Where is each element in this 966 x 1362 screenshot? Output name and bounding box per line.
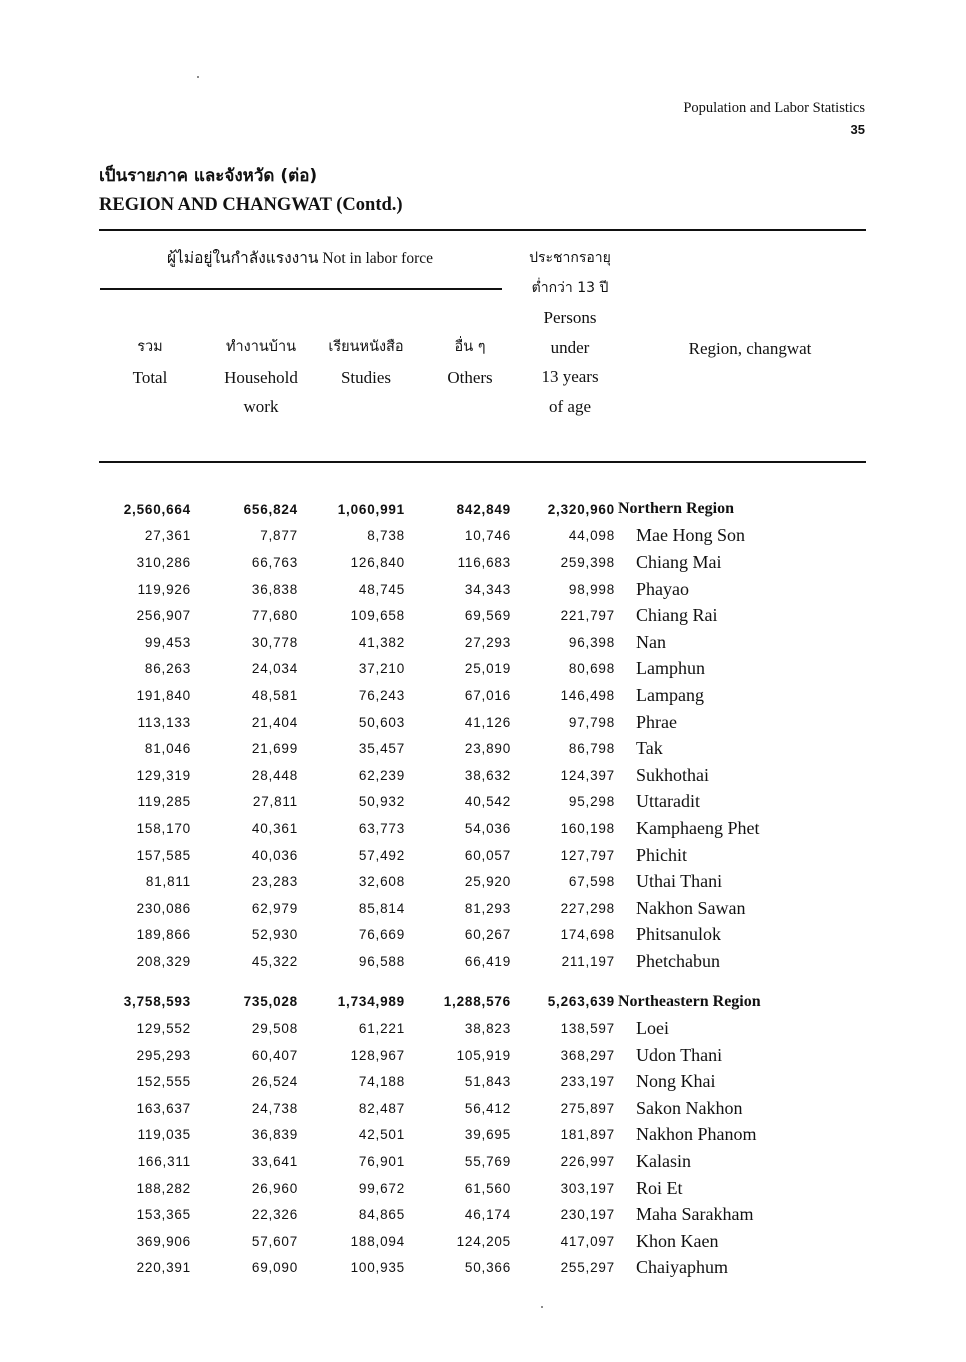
changwat-name: Kalasin xyxy=(636,1151,691,1172)
cell-household: 77,680 xyxy=(251,608,298,624)
cell-total: 119,926 xyxy=(137,581,191,597)
changwat-name: Chiang Mai xyxy=(636,551,722,572)
changwat-name: Mae Hong Son xyxy=(636,525,745,546)
cell-under13: 67,598 xyxy=(568,874,615,890)
cell-total: 81,811 xyxy=(145,874,191,890)
running-head-title: Population and Labor Statistics xyxy=(683,100,865,116)
cell-household: 48,581 xyxy=(251,687,298,703)
cell-others: 39,695 xyxy=(464,1127,511,1143)
cell-others: 69,569 xyxy=(464,608,511,624)
changwat-name: Khon Kaen xyxy=(636,1230,719,1251)
cell-under13: 86,798 xyxy=(568,741,615,757)
changwat-name: Sukhothai xyxy=(636,764,710,785)
changwat-name: Chiang Rai xyxy=(636,605,718,626)
table-row xyxy=(100,629,866,656)
cell-household: 57,607 xyxy=(251,1233,298,1249)
cell-studies: 1,734,989 xyxy=(337,994,405,1010)
table-title xyxy=(99,162,403,220)
cell-studies: 85,814 xyxy=(358,900,405,916)
header-under13-thai2: ต่ำกว่า 13 ปี xyxy=(531,279,609,296)
cell-under13: 5,263,639 xyxy=(547,994,615,1010)
cell-studies: 41,382 xyxy=(358,634,405,650)
cell-studies: 8,738 xyxy=(367,528,405,544)
changwat-name: Nakhon Sawan xyxy=(636,897,746,918)
cell-others: 46,174 xyxy=(464,1207,511,1223)
table-row xyxy=(100,1095,866,1122)
cell-studies: 42,501 xyxy=(358,1127,405,1143)
cell-household: 40,361 xyxy=(251,820,298,836)
cell-others: 67,016 xyxy=(464,687,511,703)
cell-under13: 417,097 xyxy=(560,1233,615,1249)
table-row xyxy=(100,1068,866,1095)
table-row xyxy=(100,523,866,550)
table-row xyxy=(100,735,866,762)
cell-total: 166,311 xyxy=(137,1154,191,1170)
cell-studies: 84,865 xyxy=(358,1207,405,1223)
table-row xyxy=(100,868,866,895)
cell-studies: 76,243 xyxy=(358,687,405,703)
changwat-name: Uthai Thani xyxy=(636,871,723,892)
changwat-name: Loei xyxy=(636,1018,669,1039)
cell-others: 34,343 xyxy=(464,581,511,597)
table-row xyxy=(100,762,866,789)
cell-total: 158,170 xyxy=(136,820,191,836)
cell-others: 60,057 xyxy=(464,847,511,863)
cell-under13: 96,398 xyxy=(568,634,615,650)
title-english: REGION AND CHANGWAT (Contd.) xyxy=(99,195,403,215)
cell-under13: 221,797 xyxy=(560,608,615,624)
cell-total: 86,263 xyxy=(144,661,191,677)
cell-under13: 127,797 xyxy=(560,847,615,863)
cell-household: 62,979 xyxy=(251,900,298,916)
cell-others: 81,293 xyxy=(464,900,511,916)
cell-others: 1,288,576 xyxy=(443,994,511,1010)
cell-others: 51,843 xyxy=(464,1074,511,1090)
cell-total: 3,758,593 xyxy=(123,994,191,1010)
cell-under13: 97,798 xyxy=(568,714,615,730)
region-name: Northeastern Region xyxy=(618,992,761,1010)
cell-total: 152,555 xyxy=(136,1074,191,1090)
region-total-row xyxy=(100,496,866,523)
cell-under13: 368,297 xyxy=(560,1047,615,1063)
cell-others: 842,849 xyxy=(456,501,511,517)
cell-household: 30,778 xyxy=(251,634,298,650)
cell-studies: 37,210 xyxy=(358,661,405,677)
cell-studies: 63,773 xyxy=(358,820,405,836)
cell-household: 27,811 xyxy=(252,794,298,810)
changwat-name: Sakon Nakhon xyxy=(636,1097,743,1118)
cell-studies: 35,457 xyxy=(358,741,405,757)
cell-others: 56,412 xyxy=(464,1100,511,1116)
table-row xyxy=(100,1255,866,1282)
cell-studies: 126,840 xyxy=(350,554,405,570)
cell-studies: 100,935 xyxy=(350,1260,405,1276)
cell-household: 21,699 xyxy=(251,741,298,757)
cell-studies: 32,608 xyxy=(358,874,405,890)
cell-total: 27,361 xyxy=(144,528,191,544)
cell-others: 54,036 xyxy=(464,820,511,836)
cell-total: 295,293 xyxy=(136,1047,191,1063)
region-total-row xyxy=(100,989,866,1016)
changwat-name: Lamphun xyxy=(636,658,705,679)
changwat-name: Nan xyxy=(636,631,666,652)
cell-studies: 188,094 xyxy=(350,1233,405,1249)
changwat-name: Phitsanulok xyxy=(636,924,722,945)
table-row xyxy=(100,709,866,736)
cell-household: 23,283 xyxy=(251,874,298,890)
table-row xyxy=(100,842,866,869)
page-number: 35 xyxy=(850,122,865,137)
header-studies xyxy=(316,333,416,392)
changwat-name: Lampang xyxy=(636,684,704,705)
cell-others: 27,293 xyxy=(464,634,511,650)
cell-household: 40,036 xyxy=(251,847,298,863)
cell-total: 310,286 xyxy=(136,554,191,570)
table-row xyxy=(100,656,866,683)
cell-household: 22,326 xyxy=(251,1207,298,1223)
cell-total: 113,133 xyxy=(137,714,191,730)
changwat-name: Nakhon Phanom xyxy=(636,1124,757,1145)
group-underline xyxy=(100,288,502,290)
cell-under13: 275,897 xyxy=(560,1100,615,1116)
table-row xyxy=(100,1175,866,1202)
cell-household: 69,090 xyxy=(251,1260,298,1276)
header-others-thai: อื่น ๆ xyxy=(454,339,486,355)
running-head xyxy=(683,98,865,140)
cell-studies: 109,658 xyxy=(350,608,405,624)
table-body xyxy=(100,496,866,1281)
changwat-name: Kamphaeng Phet xyxy=(636,817,760,838)
cell-under13: 95,298 xyxy=(568,794,615,810)
cell-total: 129,552 xyxy=(136,1021,191,1037)
table-row xyxy=(100,895,866,922)
cell-studies: 96,588 xyxy=(358,953,405,969)
title-thai: เป็นรายภาค และจังหวัด (ต่อ) xyxy=(99,166,318,186)
cell-total: 2,560,664 xyxy=(123,501,191,517)
cell-household: 66,763 xyxy=(251,554,298,570)
cell-studies: 57,492 xyxy=(358,847,405,863)
section-gap-cell xyxy=(100,975,866,989)
cell-studies: 50,932 xyxy=(358,794,405,810)
cell-under13: 174,698 xyxy=(560,927,615,943)
table-row xyxy=(100,1228,866,1255)
table-row xyxy=(100,1148,866,1175)
cell-under13: 124,397 xyxy=(560,767,615,783)
cell-under13: 181,897 xyxy=(560,1127,615,1143)
table-row xyxy=(100,815,866,842)
cell-total: 119,035 xyxy=(137,1127,191,1143)
cell-household: 28,448 xyxy=(251,767,298,783)
section-gap xyxy=(100,975,866,989)
cell-studies: 76,901 xyxy=(358,1154,405,1170)
cell-under13: 146,498 xyxy=(560,687,615,703)
header-total-thai: รวม xyxy=(137,339,163,355)
header-under13-en3: 13 years xyxy=(541,367,599,386)
header-household xyxy=(206,333,316,422)
cell-total: 188,282 xyxy=(136,1180,191,1196)
table-row xyxy=(100,1122,866,1149)
cell-household: 52,930 xyxy=(251,927,298,943)
header-others xyxy=(425,333,515,392)
cell-studies: 62,239 xyxy=(358,767,405,783)
cell-under13: 230,197 xyxy=(560,1207,615,1223)
cell-under13: 2,320,960 xyxy=(547,501,615,517)
cell-studies: 99,672 xyxy=(358,1180,405,1196)
header-under13-en4: of age xyxy=(548,396,591,416)
top-rule xyxy=(99,229,866,231)
cell-others: 40,542 xyxy=(464,794,511,810)
cell-others: 105,919 xyxy=(456,1047,511,1063)
cell-household: 33,641 xyxy=(251,1154,298,1170)
cell-total: 99,453 xyxy=(144,634,191,650)
table-row xyxy=(100,1201,866,1228)
cell-others: 61,560 xyxy=(464,1180,511,1196)
cell-household: 60,407 xyxy=(251,1047,298,1063)
group-header-not-in-labor-force xyxy=(100,244,500,274)
changwat-name: Maha Sarakham xyxy=(636,1204,754,1225)
cell-household: 26,524 xyxy=(251,1074,298,1090)
cell-under13: 233,197 xyxy=(560,1074,615,1090)
table-row xyxy=(100,789,866,816)
cell-total: 230,086 xyxy=(136,900,191,916)
cell-studies: 74,188 xyxy=(358,1074,405,1090)
cell-total: 157,585 xyxy=(136,847,191,863)
region-name: Northern Region xyxy=(618,500,734,518)
cell-household: 45,322 xyxy=(251,953,298,969)
cell-total: 163,637 xyxy=(136,1100,191,1116)
cell-under13: 160,198 xyxy=(560,820,615,836)
cell-household: 7,877 xyxy=(260,528,298,544)
statistics-table xyxy=(100,496,866,1281)
changwat-name: Tak xyxy=(636,738,663,759)
cell-others: 25,920 xyxy=(464,874,511,890)
header-household-thai: ทำงานบ้าน xyxy=(225,339,297,355)
cell-household: 21,404 xyxy=(251,714,298,730)
table-row xyxy=(100,549,866,576)
cell-studies: 48,745 xyxy=(358,581,405,597)
cell-household: 24,034 xyxy=(251,661,298,677)
table-row xyxy=(100,1015,866,1042)
cell-total: 189,866 xyxy=(136,927,191,943)
group-header-label: ผู้ไม่อยู่ในกำลังแรงงาน Not in labor force xyxy=(166,250,434,267)
cell-total: 256,907 xyxy=(136,608,191,624)
cell-total: 119,285 xyxy=(137,794,191,810)
cell-studies: 128,967 xyxy=(350,1047,405,1063)
changwat-name: Udon Thani xyxy=(636,1044,723,1065)
table-row xyxy=(100,922,866,949)
header-others-en: Others xyxy=(447,367,493,387)
header-total xyxy=(100,333,200,392)
cell-others: 10,746 xyxy=(464,528,511,544)
cell-studies: 50,603 xyxy=(358,714,405,730)
cell-under13: 80,698 xyxy=(568,661,615,677)
cell-household: 26,960 xyxy=(251,1180,298,1196)
cell-studies: 82,487 xyxy=(358,1100,405,1116)
header-household-en1: Household xyxy=(224,367,298,387)
header-studies-en: Studies xyxy=(340,367,392,387)
table-row xyxy=(100,948,866,975)
cell-total: 208,329 xyxy=(136,953,191,969)
cell-under13: 303,197 xyxy=(560,1180,615,1196)
cell-others: 124,205 xyxy=(456,1233,511,1249)
cell-under13: 259,398 xyxy=(560,554,615,570)
table-row xyxy=(100,682,866,709)
changwat-name: Roi Et xyxy=(636,1177,683,1198)
cell-household: 656,824 xyxy=(243,501,298,517)
cell-others: 23,890 xyxy=(464,741,511,757)
cell-total: 129,319 xyxy=(136,767,191,783)
header-region-label: Region, changwat xyxy=(688,339,812,358)
cell-household: 36,838 xyxy=(251,581,298,597)
table-row xyxy=(100,1042,866,1069)
cell-others: 25,019 xyxy=(464,661,511,677)
table-row xyxy=(100,602,866,629)
changwat-name: Phrae xyxy=(636,711,677,732)
cell-under13: 44,098 xyxy=(568,528,615,544)
header-total-en: Total xyxy=(132,367,168,387)
cell-total: 81,046 xyxy=(144,741,191,757)
cell-others: 66,419 xyxy=(464,953,511,969)
cell-others: 38,632 xyxy=(464,767,511,783)
cell-total: 191,840 xyxy=(136,687,191,703)
header-bottom-rule xyxy=(99,461,866,463)
cell-under13: 226,997 xyxy=(560,1154,615,1170)
scan-speck xyxy=(541,1306,543,1308)
cell-household: 36,839 xyxy=(251,1127,298,1143)
changwat-name: Phayao xyxy=(636,578,689,599)
table-row xyxy=(100,576,866,603)
header-under13-en1: Persons xyxy=(543,308,597,327)
header-under-13 xyxy=(510,244,630,421)
header-studies-thai: เรียนหนังสือ xyxy=(328,339,404,355)
cell-total: 369,906 xyxy=(136,1233,191,1249)
changwat-name: Chaiyaphum xyxy=(636,1257,728,1278)
changwat-name: Nong Khai xyxy=(636,1071,716,1092)
cell-under13: 255,297 xyxy=(560,1260,615,1276)
cell-studies: 76,669 xyxy=(358,927,405,943)
changwat-name: Phichit xyxy=(636,844,688,865)
cell-under13: 98,998 xyxy=(568,581,615,597)
header-under13-thai1: ประชากรอายุ xyxy=(529,250,611,266)
header-region-changwat xyxy=(660,334,840,364)
header-under13-en2: under xyxy=(550,337,590,357)
header-household-en2: work xyxy=(243,397,279,416)
cell-household: 24,738 xyxy=(251,1100,298,1116)
cell-under13: 227,298 xyxy=(560,900,615,916)
cell-others: 50,366 xyxy=(464,1260,511,1276)
scan-speck xyxy=(197,76,199,78)
cell-total: 153,365 xyxy=(136,1207,191,1223)
changwat-name: Phetchabun xyxy=(636,950,720,971)
cell-studies: 1,060,991 xyxy=(337,501,405,517)
cell-others: 116,683 xyxy=(457,554,511,570)
cell-household: 29,508 xyxy=(251,1021,298,1037)
cell-others: 60,267 xyxy=(464,927,511,943)
cell-under13: 211,197 xyxy=(561,953,615,969)
cell-under13: 138,597 xyxy=(560,1021,615,1037)
cell-household: 735,028 xyxy=(243,994,298,1010)
cell-others: 55,769 xyxy=(464,1154,511,1170)
cell-others: 38,823 xyxy=(464,1021,511,1037)
cell-total: 220,391 xyxy=(136,1260,191,1276)
cell-studies: 61,221 xyxy=(358,1021,405,1037)
changwat-name: Uttaradit xyxy=(636,791,700,812)
cell-others: 41,126 xyxy=(464,714,511,730)
